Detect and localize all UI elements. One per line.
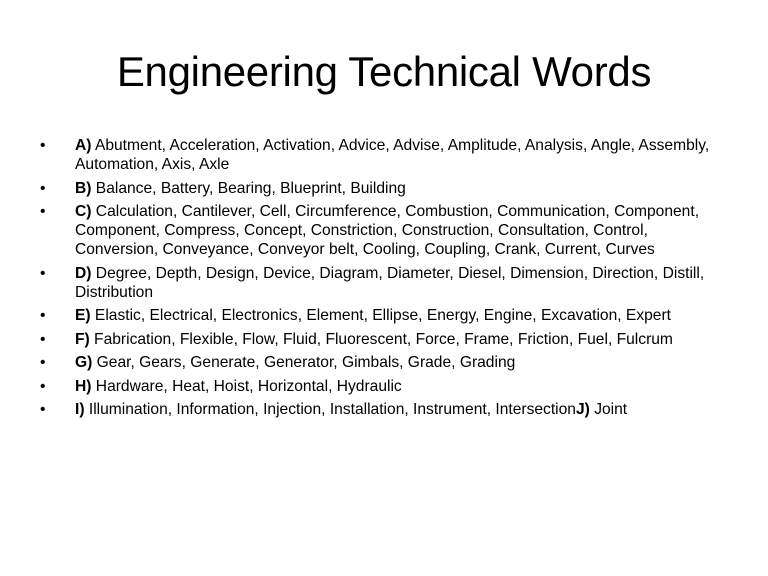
- list-item: [40, 400, 730, 419]
- bullet-letter: C): [75, 203, 92, 220]
- bullet-icon: •: [40, 179, 46, 197]
- bullet-text: Gear, Gears, Generate, Generator, Gimbals, Grade, Grading: [92, 354, 516, 371]
- list-item: [40, 377, 730, 396]
- bullet-list: [40, 136, 730, 424]
- bullet-icon: •: [40, 307, 46, 324]
- list-item: [40, 353, 730, 372]
- bullet-letter: F): [75, 330, 90, 348]
- bullet-letter: H): [75, 377, 92, 395]
- bullet-letter: D): [75, 264, 92, 282]
- list-item: [40, 136, 730, 174]
- bullet-letter: I): [75, 401, 85, 418]
- slide-title: Engineering Technical Words: [116, 48, 652, 95]
- bullet-text: Hardware, Heat, Hoist, Horizontal, Hydraulic: [91, 377, 402, 395]
- bullet-icon: •: [40, 203, 46, 220]
- bullet-text: Elastic, Electrical, Electronics, Element, Ellipse, Energy, Engine, Excavation, Expert: [90, 307, 671, 324]
- bullet-text: Degree, Depth, Design, Device, Diagram, Diameter, Diesel, Dimension, Direction, Distill, Distribution: [75, 264, 705, 301]
- bullet-letter: A): [75, 137, 92, 154]
- bullet-text: Balance, Battery, Bearing, Blueprint, Building: [91, 179, 406, 197]
- bullet-icon: •: [40, 264, 46, 282]
- bullet-letter: B): [75, 179, 92, 197]
- bullet-text: Illumination, Information, Injection, Installation, Instrument, Intersection: [84, 401, 576, 418]
- bullet-text: Abutment, Acceleration, Activation, Advice, Advise, Amplitude, Analysis, Angle, Assembly, Automation, Axis, Axle: [75, 137, 710, 173]
- bullet-letter-inline: J): [575, 401, 590, 418]
- bullet-icon: •: [40, 330, 46, 348]
- bullet-text: Calculation, Cantilever, Cell, Circumference, Combustion, Communication, Component, Component, Compress, Concept, Constriction, Construction, Consultation, Control, Conversion, Conveyance, Conveyor belt, Cooling, Coupling, Crank, Current, Curves: [75, 203, 700, 258]
- bullet-text: Fabrication, Flexible, Flow, Fluid, Fluorescent, Force, Frame, Friction, Fuel, Fulcrum: [89, 330, 673, 348]
- bullet-letter: E): [75, 307, 91, 324]
- list-item: [40, 179, 730, 198]
- list-item: [40, 306, 730, 325]
- bullet-letter: G): [75, 354, 93, 371]
- bullet-icon: •: [40, 401, 46, 418]
- bullet-icon: •: [40, 137, 46, 154]
- bullet-icon: •: [40, 354, 46, 371]
- list-item: [40, 330, 730, 349]
- bullet-text-inline: Joint: [589, 401, 628, 418]
- bullet-icon: •: [40, 377, 46, 395]
- list-item: [40, 264, 730, 302]
- list-item: [40, 202, 730, 259]
